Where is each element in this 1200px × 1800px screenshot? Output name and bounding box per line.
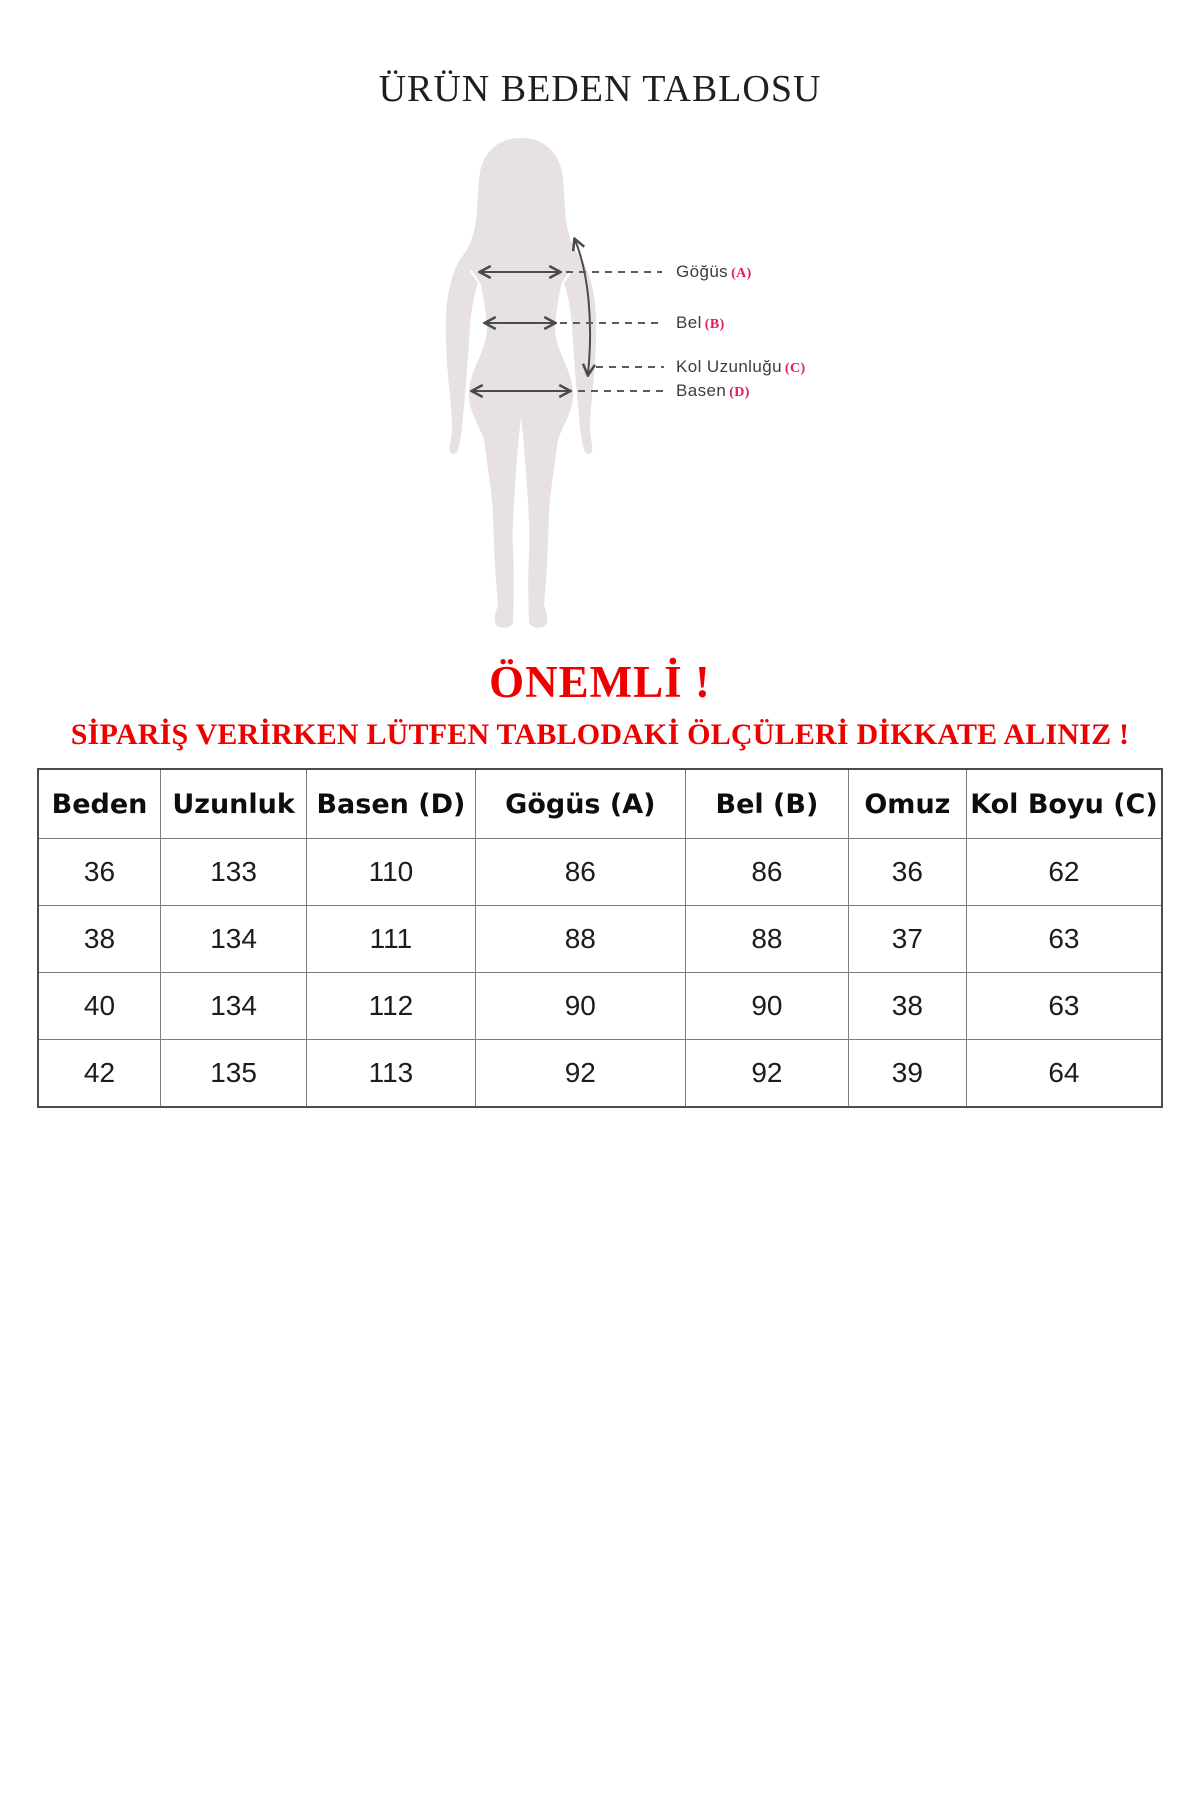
size-table bbox=[37, 768, 1163, 1108]
silhouette-body bbox=[463, 214, 579, 628]
measurement-diagram bbox=[0, 122, 1200, 657]
cell: 90 bbox=[475, 973, 685, 1040]
silhouette-left-arm bbox=[446, 256, 478, 454]
waist-label-code: (B) bbox=[704, 317, 725, 332]
table-row bbox=[38, 906, 1162, 973]
cell: 133 bbox=[161, 839, 307, 906]
header-uzunluk: Uzunluk bbox=[161, 769, 307, 839]
cell: 134 bbox=[161, 906, 307, 973]
cell: 38 bbox=[848, 973, 966, 1040]
header-kol-boyu: Kol Boyu (C) bbox=[966, 769, 1162, 839]
size-table-container bbox=[37, 768, 1163, 1108]
page-title: ÜRÜN BEDEN TABLOSU bbox=[378, 68, 822, 110]
cell: 38 bbox=[38, 906, 161, 973]
important-subheading: SİPARİŞ VERİRKEN LÜTFEN TABLODAKİ ÖLÇÜLERİ DİKKATE ALINIZ ! bbox=[70, 718, 1130, 752]
cell: 37 bbox=[848, 906, 966, 973]
header-gogus: Gögüs (A) bbox=[475, 769, 685, 839]
cell: 135 bbox=[161, 1040, 307, 1108]
header-basen: Basen (D) bbox=[307, 769, 476, 839]
table-row bbox=[38, 973, 1162, 1040]
cell: 92 bbox=[475, 1040, 685, 1108]
cell: 86 bbox=[475, 839, 685, 906]
cell: 64 bbox=[966, 1040, 1162, 1108]
hip-label-text: Basen bbox=[676, 381, 727, 400]
silhouette-right-arm bbox=[564, 256, 596, 454]
cell: 113 bbox=[307, 1040, 476, 1108]
table-header-row bbox=[38, 769, 1162, 839]
cell: 112 bbox=[307, 973, 476, 1040]
table-row bbox=[38, 1040, 1162, 1108]
hip-label bbox=[676, 380, 750, 402]
important-heading: ÖNEMLİ ! bbox=[489, 657, 711, 707]
cell: 36 bbox=[848, 839, 966, 906]
body-silhouette-graphic bbox=[0, 122, 1200, 657]
cell: 62 bbox=[966, 839, 1162, 906]
cell: 40 bbox=[38, 973, 161, 1040]
cell: 90 bbox=[685, 973, 848, 1040]
cell: 110 bbox=[307, 839, 476, 906]
arm-length-label bbox=[676, 356, 806, 378]
header-bel: Bel (B) bbox=[685, 769, 848, 839]
cell: 63 bbox=[966, 906, 1162, 973]
header-beden: Beden bbox=[38, 769, 161, 839]
waist-label bbox=[676, 312, 725, 334]
waist-label-text: Bel bbox=[676, 313, 702, 332]
header-omuz: Omuz bbox=[848, 769, 966, 839]
cell: 42 bbox=[38, 1040, 161, 1108]
chest-label-code: (A) bbox=[731, 266, 752, 281]
arm-length-label-text: Kol Uzunluğu bbox=[676, 357, 782, 376]
chest-label bbox=[676, 261, 752, 283]
cell: 88 bbox=[685, 906, 848, 973]
cell: 92 bbox=[685, 1040, 848, 1108]
cell: 134 bbox=[161, 973, 307, 1040]
arm-length-label-code: (C) bbox=[784, 361, 806, 376]
cell: 39 bbox=[848, 1040, 966, 1108]
chest-label-text: Göğüs bbox=[676, 262, 729, 281]
cell: 111 bbox=[307, 906, 476, 973]
cell: 88 bbox=[475, 906, 685, 973]
cell: 86 bbox=[685, 839, 848, 906]
cell: 36 bbox=[38, 839, 161, 906]
table-row bbox=[38, 839, 1162, 906]
cell: 63 bbox=[966, 973, 1162, 1040]
hip-label-code: (D) bbox=[729, 385, 750, 400]
